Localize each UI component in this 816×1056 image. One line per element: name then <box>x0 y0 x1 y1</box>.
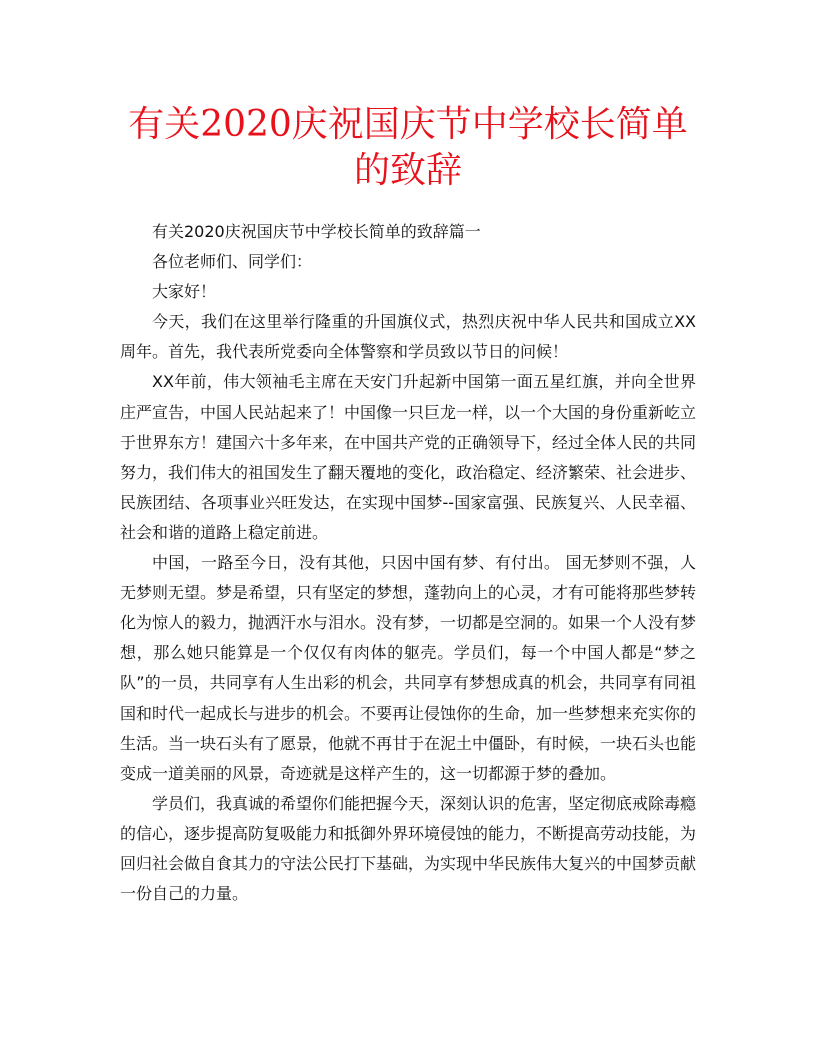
paragraph-greeting: 大家好！ <box>152 282 217 302</box>
document-body <box>120 217 696 909</box>
paragraph-history: XX年前，伟大领袖毛主席在天安门升起新中国第一面五星红旗，并向全世界庄严宣告，中国人民站起来了！中国像一只巨龙一样，以一个大国的身份重新屹立于世界东方！建国六十多年来，在中国共产党的正确领导下，经过全体人民的共同努力，我们伟大的祖国发生了翻天覆地的变化，政治稳定、经济繁荣、社会进步、民族团结、各项事业兴旺发达，在实现中国梦--国家富强、民族复兴、人民幸福、社会和谐的道路上稳定前进。 <box>120 372 697 542</box>
paragraph-salutation: 各位老师们、同学们： <box>152 252 313 272</box>
paragraph-subtitle: 有关2020庆祝国庆节中学校长简单的致辞篇一 <box>152 222 481 241</box>
paragraph-closing: 学员们，我真诚的希望你们能把握今天，深刻认识的危害，坚定彻底戒除毒瘾的信心，逐步提高防复吸能力和抵御外界环境侵蚀的能力，不断提高劳动技能，为回归社会做自食其力的守法公民打下基础，为实现中华民族伟大复兴的中国梦贡献一份自己的力量。 <box>120 793 697 904</box>
document-title: 有关2020庆祝国庆节中学校长简单的致辞 <box>128 104 688 191</box>
paragraph-opening: 今天，我们在这里举行隆重的升国旗仪式，热烈庆祝中华人民共和国成立XX周年。首先，我代表所党委向全体警察和学员致以节日的问候！ <box>120 312 696 362</box>
paragraph-dream: 中国，一路至今日，没有其他，只因中国有梦、有付出。 国无梦则不强，人无梦则无望。梦是希望，只有坚定的梦想，蓬勃向上的心灵，才有可能将那些梦转化为惊人的毅力，抛洒汗水与泪水。没有梦，一切都是空洞的。如果一个人没有梦想，那么她只能算是一个仅仅有肉体的躯壳。学员们，每一个中国人都是“梦之队”的一员，共同享有人生出彩的机会，共同享有梦想成真的机会，共同享有同祖国和时代一起成长与进步的机会。不要再让侵蚀你的生命，加一些梦想来充实你的生活。当一块石头有了愿景，他就不再甘于在泥土中僵卧，有时候，一块石头也能变成一道美丽的风景，奇迹就是这样产生的，这一切都源于梦的叠加。 <box>120 553 697 783</box>
